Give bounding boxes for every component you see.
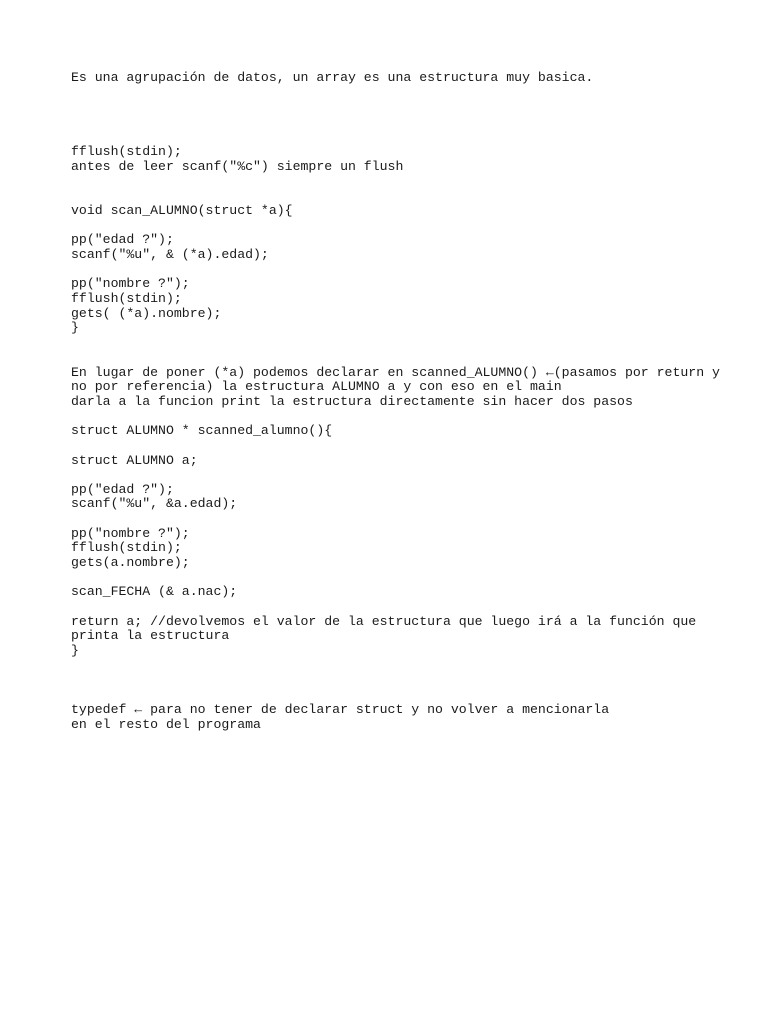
func2-signature: struct ALUMNO * scanned_alumno(){ bbox=[71, 423, 333, 438]
typedef-note-line-2: en el resto del programa bbox=[71, 717, 261, 732]
explanation-line-2: no por referencia) la estructura ALUMNO a y con eso en el main bbox=[71, 379, 562, 394]
func2-pp-edad: pp("edad ?"); bbox=[71, 482, 174, 497]
func2-gets: gets(a.nombre); bbox=[71, 555, 190, 570]
func1-fflush: fflush(stdin); bbox=[71, 291, 182, 306]
explanation-line-1: En lugar de poner (*a) podemos declarar en scanned_ALUMNO() ←(pasamos por return y bbox=[71, 365, 720, 380]
intro-text: Es una agrupación de datos, un array es una estructura muy basica. bbox=[71, 70, 594, 85]
func1-close-brace: } bbox=[71, 320, 79, 335]
typedef-note-line-1: typedef ← para no tener de declarar struct y no volver a mencionarla bbox=[71, 702, 610, 717]
func2-return-line: return a; //devolvemos el valor de la estructura que luego irá a la función que bbox=[71, 614, 697, 629]
func1-pp-edad: pp("edad ?"); bbox=[71, 232, 174, 247]
func2-declaration: struct ALUMNO a; bbox=[71, 453, 198, 468]
flush-note-line: antes de leer scanf("%c") siempre un flush bbox=[71, 159, 404, 174]
func2-return-continuation: printa la estructura bbox=[71, 628, 230, 643]
flush-code-line: fflush(stdin); bbox=[71, 144, 182, 159]
func2-fflush: fflush(stdin); bbox=[71, 540, 182, 555]
func1-signature: void scan_ALUMNO(struct *a){ bbox=[71, 203, 293, 218]
func2-scan-fecha: scan_FECHA (& a.nac); bbox=[71, 584, 238, 599]
explanation-line-3: darla a la funcion print la estructura directamente sin hacer dos pasos bbox=[71, 394, 633, 409]
func2-pp-nombre: pp("nombre ?"); bbox=[71, 526, 190, 541]
func1-pp-nombre: pp("nombre ?"); bbox=[71, 276, 190, 291]
func2-scanf-edad: scanf("%u", &a.edad); bbox=[71, 496, 238, 511]
func1-gets: gets( (*a).nombre); bbox=[71, 306, 222, 321]
func1-scanf-edad: scanf("%u", & (*a).edad); bbox=[71, 247, 269, 262]
func2-close-brace: } bbox=[71, 643, 79, 658]
